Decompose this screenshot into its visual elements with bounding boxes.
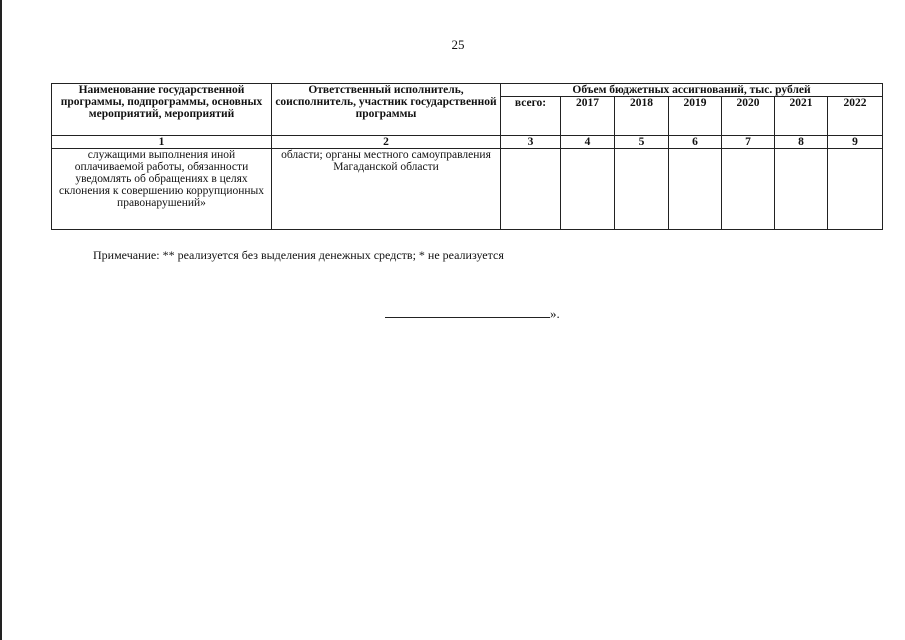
column-number-row — [52, 136, 883, 149]
row-value-2019 — [669, 149, 722, 230]
header-year-2019: 2019 — [669, 97, 722, 136]
column-number: 7 — [722, 136, 775, 149]
row-total-cell — [501, 149, 561, 230]
table-header-row — [52, 84, 883, 97]
row-value-2021 — [775, 149, 828, 230]
closing-line — [385, 305, 560, 321]
page-number: 25 — [451, 37, 465, 52]
header-executor: Ответственный исполнитель, соисполнитель, участник государственной программы — [272, 84, 501, 136]
header-year-2021: 2021 — [775, 97, 828, 136]
column-number: 8 — [775, 136, 828, 149]
column-number: 9 — [828, 136, 883, 149]
column-number: 4 — [561, 136, 615, 149]
row-value-2020 — [722, 149, 775, 230]
column-number: 3 — [501, 136, 561, 149]
column-number: 1 — [52, 136, 272, 149]
footnote: Примечание: ** реализуется без выделения денежных средств; * не реализуется — [93, 248, 504, 262]
row-value-2017 — [561, 149, 615, 230]
table-row — [52, 149, 883, 230]
row-executor: области; органы местного самоуправления Магаданской области — [272, 149, 501, 230]
header-year-2020: 2020 — [722, 97, 775, 136]
column-number: 2 — [272, 136, 501, 149]
column-number: 5 — [615, 136, 669, 149]
column-number: 6 — [669, 136, 722, 149]
header-year-2022: 2022 — [828, 97, 883, 136]
header-program-name: Наименование государственной программы, подпрограммы, основных мероприятий, мероприятий — [52, 84, 272, 136]
row-value-2022 — [828, 149, 883, 230]
header-budget-group: Объем бюджетных ассигнований, тыс. рублей — [501, 84, 883, 97]
scan-left-edge — [0, 0, 2, 640]
header-year-2017: 2017 — [561, 97, 615, 136]
signature-rule — [385, 305, 550, 318]
header-total: всего: — [501, 97, 561, 136]
closing-quote-mark: ». — [550, 306, 560, 321]
row-program-name: служащими выполнения иной оплачиваемой работы, обязанности уведомлять об обращениях в целях склонения к совершению коррупционных правонарушений» — [52, 149, 272, 230]
row-value-2018 — [615, 149, 669, 230]
budget-table — [51, 83, 883, 230]
header-year-2018: 2018 — [615, 97, 669, 136]
